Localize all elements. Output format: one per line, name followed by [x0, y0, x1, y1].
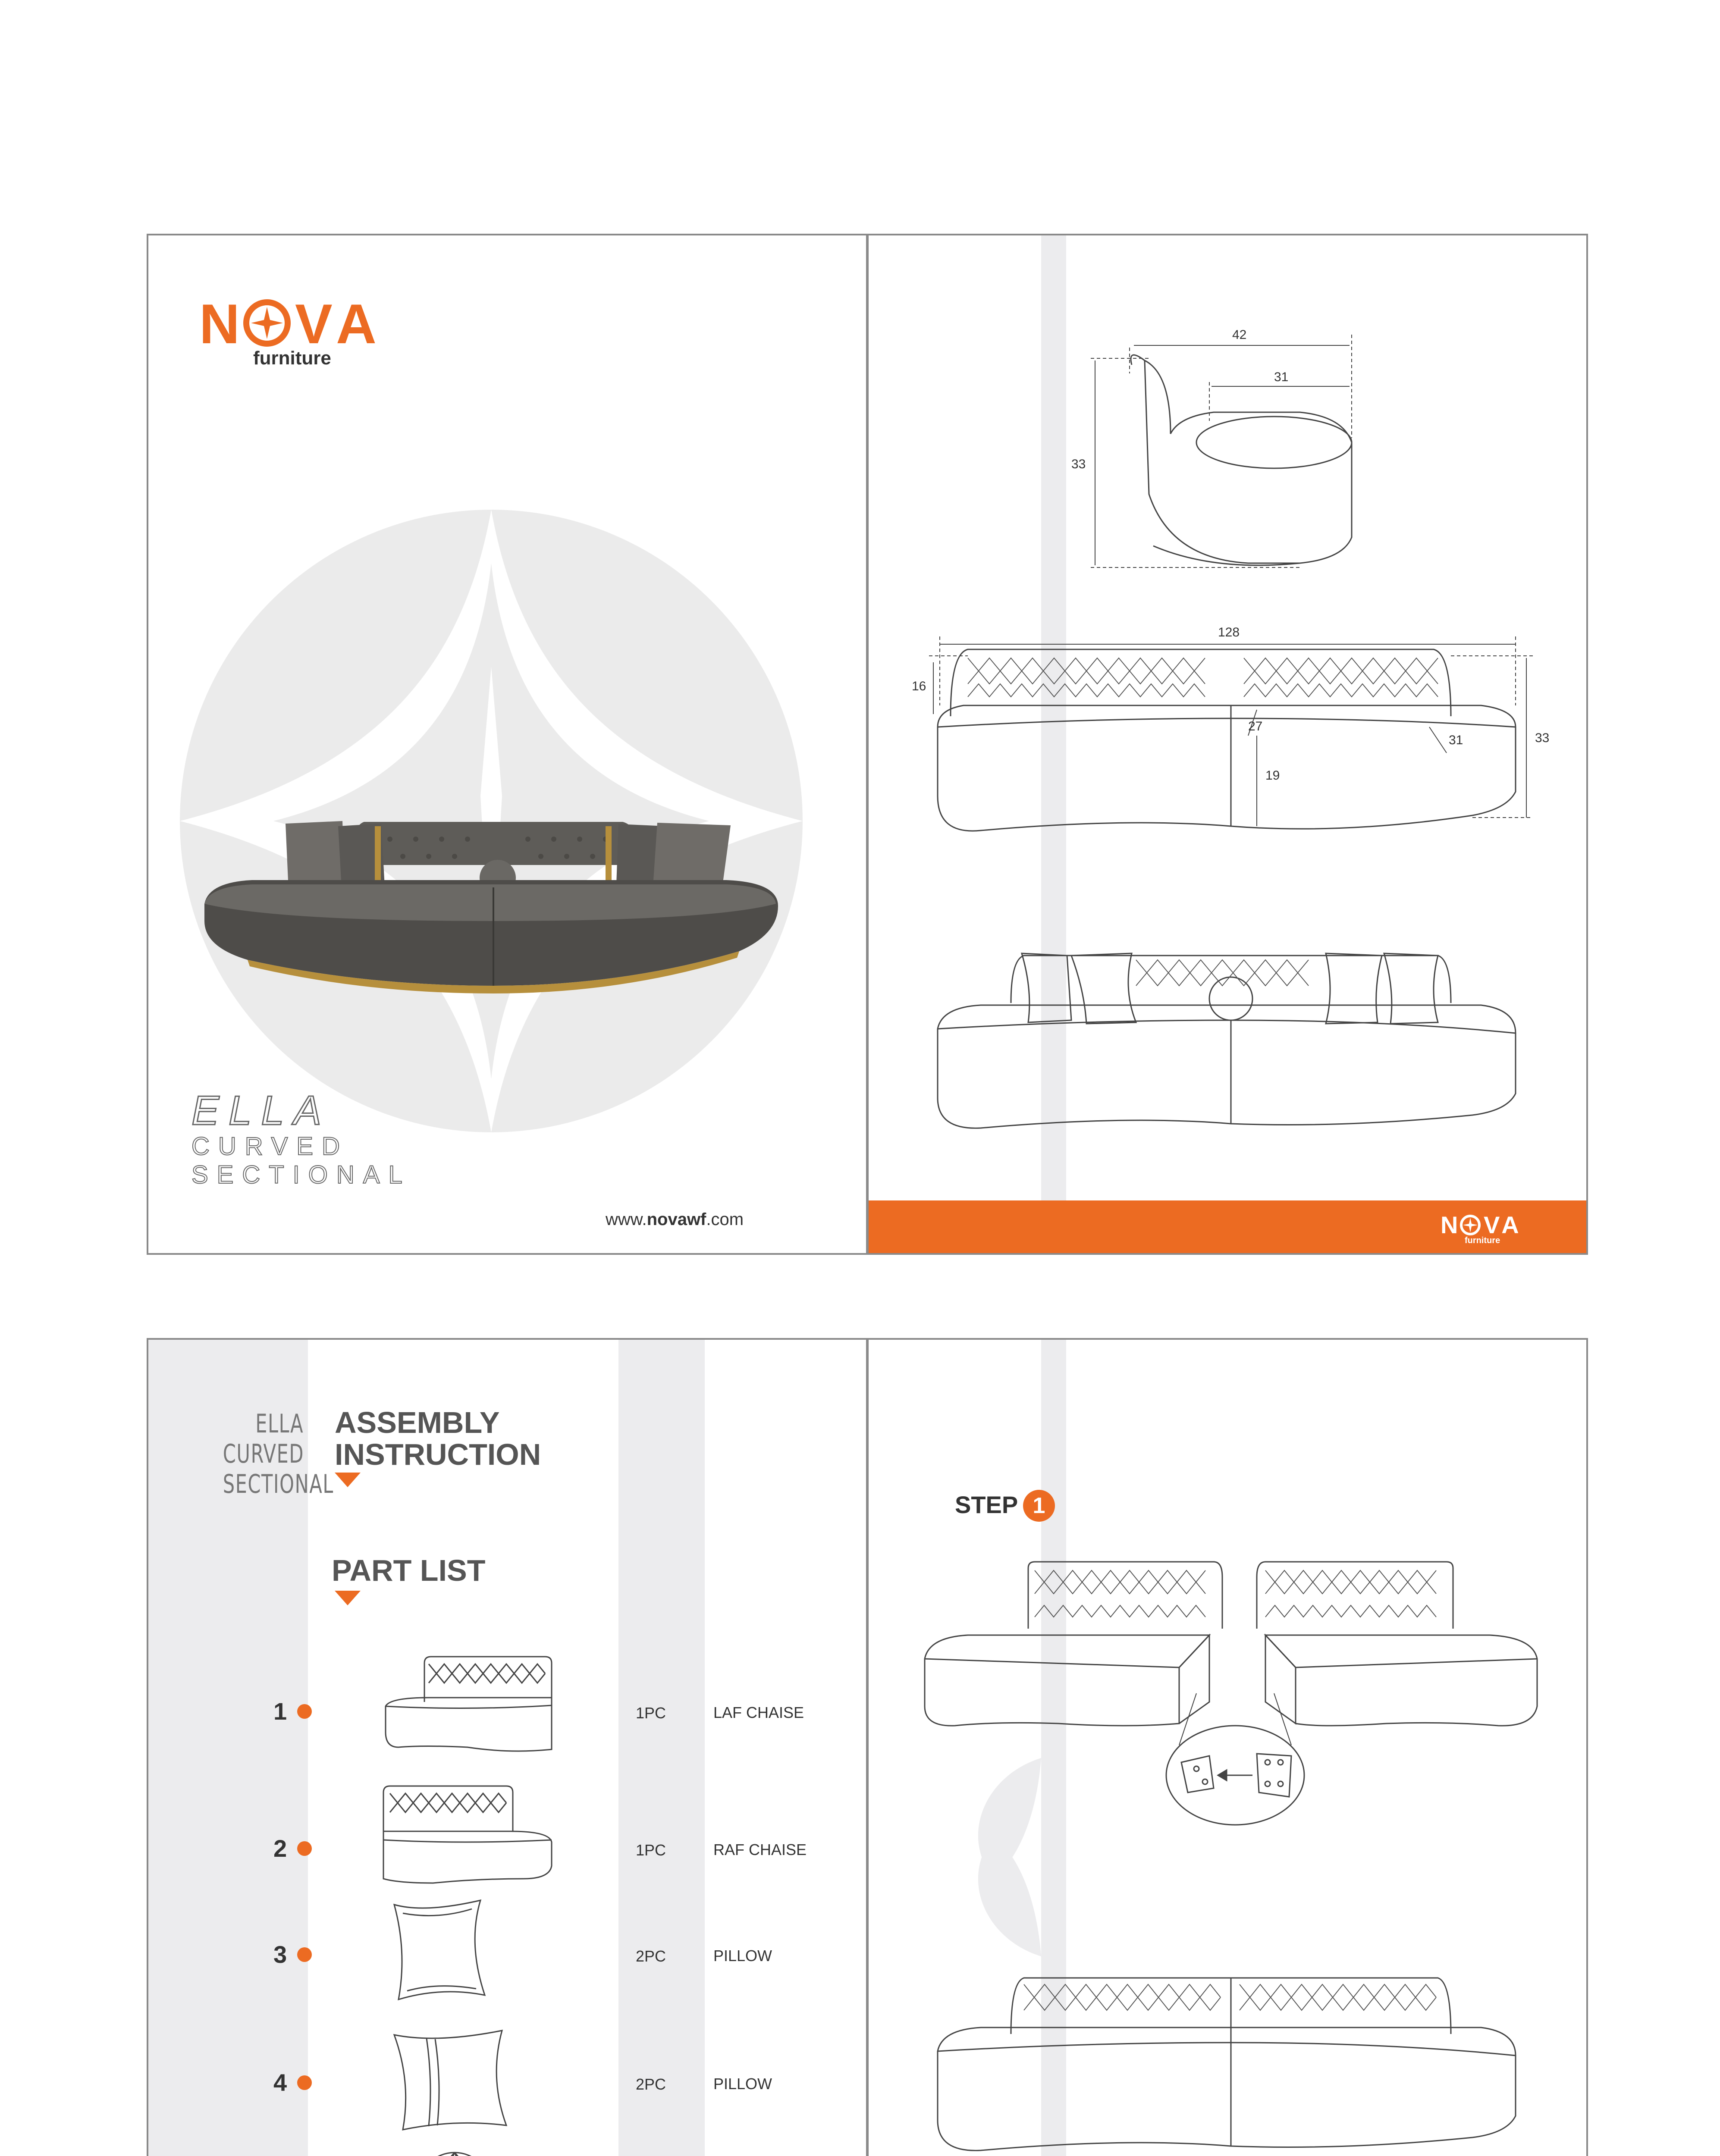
brand-name-va: VA	[295, 292, 384, 355]
sofa-back-label: 16	[912, 679, 926, 693]
part-bullet-2	[297, 1841, 312, 1856]
part-number-2: 2	[273, 1835, 287, 1862]
laf-chaise-icon	[381, 1655, 562, 1758]
sofa-seat-depth-a-label: 27	[1248, 719, 1263, 733]
round-pillow-icon	[411, 2146, 498, 2156]
part-list-arrow-icon	[335, 1591, 361, 1606]
dimensions-page	[867, 234, 1588, 1255]
product-name-line2: CURVED	[191, 1132, 348, 1160]
sofa-height-label: 33	[1535, 731, 1550, 745]
chair-depth-label: 31	[1274, 370, 1289, 384]
sofa-seat-height-label: 19	[1265, 768, 1280, 783]
sofa-photo	[148, 624, 868, 925]
star-icon	[1459, 1214, 1481, 1236]
step-1-page	[867, 1338, 1588, 2156]
step-number-badge: 1	[1023, 1490, 1055, 1522]
chair-height-label: 33	[1071, 457, 1086, 471]
part-name-2: RAF CHAISE	[713, 1841, 807, 1858]
part-qty-2: 1PC	[636, 1841, 666, 1859]
footer-logo: N VA furniture	[1441, 1211, 1522, 1245]
part-number-3: 3	[273, 1941, 287, 1968]
pillow-icon	[386, 1896, 498, 2008]
sofa-dimension-drawing	[869, 593, 1588, 895]
part-name-3: PILLOW	[713, 1947, 772, 1965]
product-name-line1: ELLA	[191, 1087, 331, 1134]
striped-pillow-icon	[386, 2026, 515, 2138]
raf-chaise-icon	[377, 1784, 558, 1887]
part-number-1: 1	[273, 1698, 287, 1725]
heading-arrow-icon	[335, 1473, 361, 1488]
part-name-4: PILLOW	[713, 2075, 772, 2093]
part-number-4: 4	[273, 2069, 287, 2096]
brand-sub: furniture	[253, 348, 331, 369]
part-name-1: LAF CHAISE	[713, 1704, 804, 1721]
step-label: STEP	[955, 1491, 1018, 1518]
cover-page	[147, 234, 868, 1255]
sofa-seat-depth-b-label: 31	[1449, 733, 1463, 747]
assembly-heading: ASSEMBLY INSTRUCTION	[335, 1406, 541, 1471]
separated-sofa-halves-drawing	[869, 1521, 1588, 1823]
chair-width-label: 42	[1232, 328, 1247, 342]
part-qty-4: 2PC	[636, 2075, 666, 2093]
part-bullet-4	[297, 2075, 312, 2090]
brand-name-n: N	[199, 292, 244, 355]
part-qty-3: 2PC	[636, 1947, 666, 1965]
right-gray-column	[618, 1340, 705, 2156]
website-url[interactable]: www.novawf.com	[606, 1210, 744, 1229]
product-name-line3: SECTIONAL	[191, 1161, 411, 1189]
side-product-name: ELLA CURVED SECTIONAL	[223, 1409, 334, 1499]
sofa-length-label: 128	[1218, 625, 1240, 639]
part-bullet-1	[297, 1704, 312, 1719]
assembled-sofa-drawing	[869, 1956, 1588, 2156]
part-list-title: PART LIST	[332, 1554, 486, 1587]
product-name	[191, 1089, 493, 1189]
part-bullet-3	[297, 1947, 312, 1962]
part-list-page	[147, 1338, 868, 2156]
sofa-with-pillows-drawing	[869, 912, 1588, 1137]
part-qty-1: 1PC	[636, 1704, 666, 1722]
chair-dimension-drawing	[869, 235, 1588, 624]
